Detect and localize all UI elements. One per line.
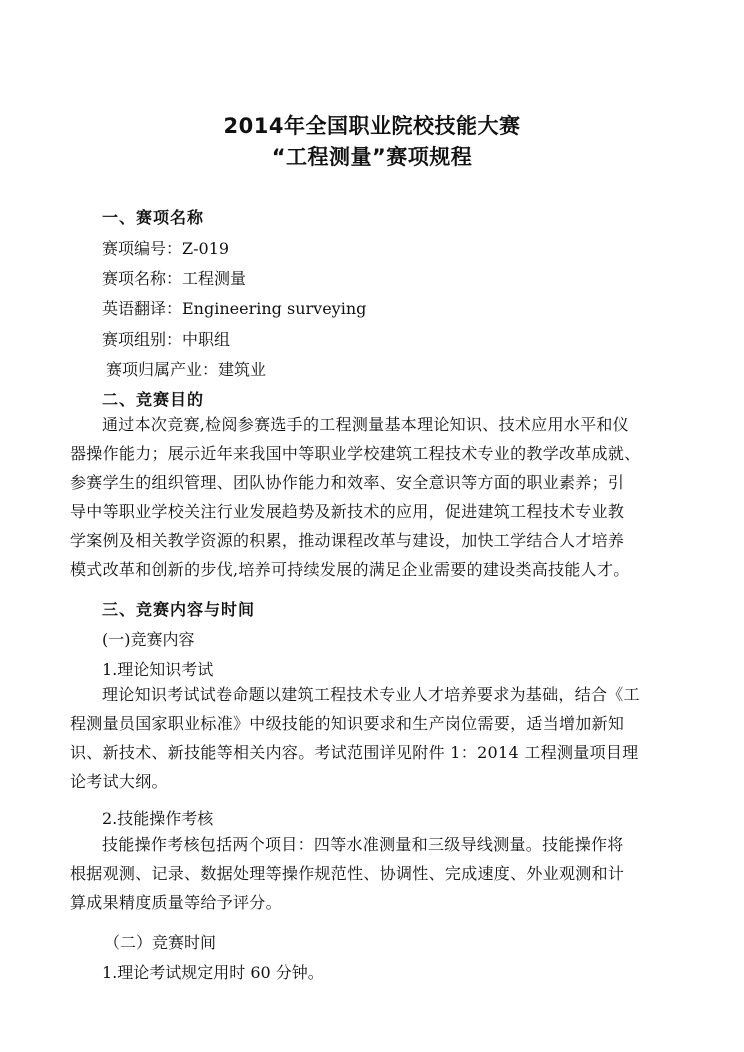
event-english-name: 英语翻译：Engineering surveying (102, 299, 367, 318)
theory-exam-paragraph (70, 680, 720, 796)
section2-paragraph (70, 410, 720, 584)
paragraph-line: 程测量员国家职业标准》中级技能的知识要求和生产岗位需要，适当增加新知 (70, 714, 625, 733)
paragraph-line: 参赛学生的组织管理、团队协作能力和效率、安全意识等方面的职业素养；引 (70, 473, 625, 492)
section2-heading: 二、竞赛目的 (102, 390, 205, 409)
paragraph-line: 论考试大纲。 (70, 772, 168, 791)
subsection-contest-content: (一)竞赛内容 (102, 630, 195, 649)
paragraph-line: 学案例及相关教学资源的积累，推动课程改革与建设，加快工学结合人才培养 (70, 531, 625, 550)
paragraph-line: 通过本次竞赛,检阅参赛选手的工程测量基本理论知识、技术应用水平和仪 (102, 415, 629, 434)
event-name: 赛项名称：工程测量 (102, 269, 247, 288)
section1-heading: 一、赛项名称 (102, 208, 205, 227)
item-skill-assessment: 2.技能操作考核 (102, 809, 214, 828)
paragraph-line: 器操作能力；展示近年来我国中等职业学校建筑工程技术专业的教学改革成就、 (70, 444, 641, 463)
section3-heading: 三、竞赛内容与时间 (102, 600, 256, 619)
paragraph-line: 导中等职业学校关注行业发展趋势及新技术的应用，促进建筑工程技术专业教 (70, 502, 625, 521)
event-industry: 赛项归属产业：建筑业 (106, 360, 267, 379)
document-title-line1: 2014年全国职业院校技能大赛 (223, 114, 521, 138)
paragraph-line: 根据观测、记录、数据处理等操作规范性、协调性、完成速度、外业观测和计 (70, 864, 625, 883)
paragraph-line: 理论知识考试试卷命题以建筑工程技术专业人才培养要求为基础，结合《工 (102, 685, 640, 704)
item-theory-exam: 1.理论知识考试 (102, 660, 214, 679)
paragraph-line: 算成果精度质量等给予评分。 (70, 893, 282, 912)
document-title-line2: “工程测量”赛项规程 (271, 145, 473, 169)
paragraph-line: 模式改革和创新的步伐,培养可持续发展的满足企业需要的建设类高技能人才。 (70, 560, 630, 579)
skill-assessment-paragraph (70, 830, 720, 917)
theory-exam-duration: 1.理论考试规定用时 60 分钟。 (102, 963, 324, 982)
paragraph-line: 识、新技术、新技能等相关内容。考试范围详见附件 1：2014 工程测量项目理 (70, 743, 639, 762)
event-group: 赛项组别：中职组 (102, 330, 231, 349)
paragraph-line: 技能操作考核包括两个项目：四等水准测量和三级导线测量。技能操作将 (102, 835, 624, 854)
event-code: 赛项编号：Z-019 (102, 239, 230, 258)
subsection-contest-time: （二）竞赛时间 (104, 933, 217, 952)
